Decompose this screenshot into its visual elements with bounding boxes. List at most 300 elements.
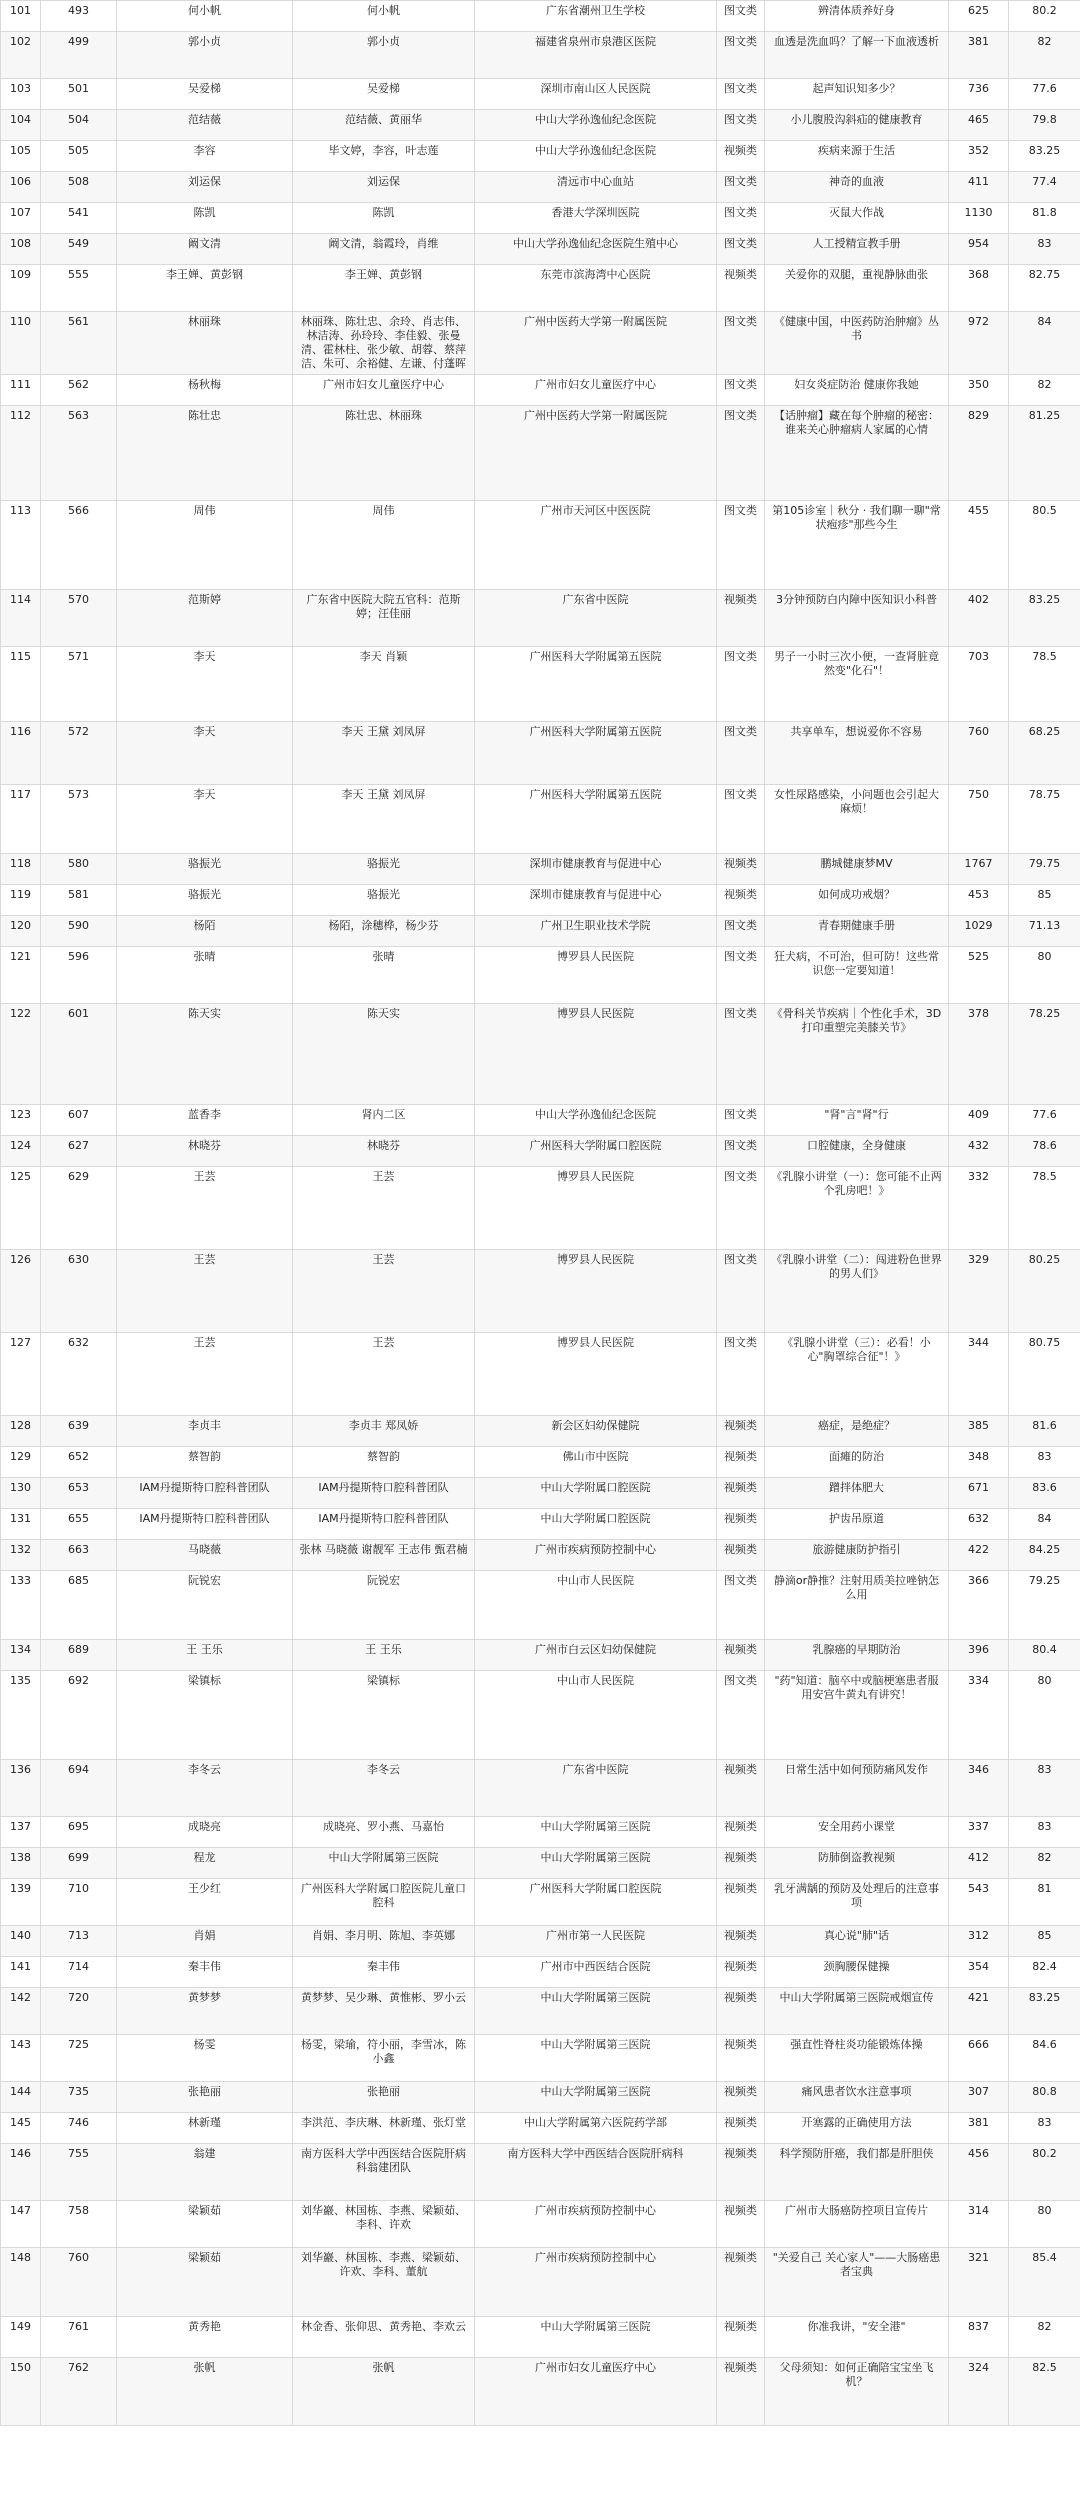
- entry-id-cell: 760: [41, 2248, 117, 2317]
- organization-cell: 博罗县人民医院: [475, 1333, 717, 1416]
- author-cell: 梁颖茹: [117, 2201, 293, 2248]
- organization-cell: 广州医科大学附属第五医院: [475, 785, 717, 854]
- author-cell: 周伟: [117, 501, 293, 590]
- row-number-cell: 138: [1, 1848, 41, 1879]
- team-members-cell: 李冬云: [293, 1760, 475, 1817]
- votes-cell: 829: [949, 406, 1009, 501]
- votes-cell: 385: [949, 1416, 1009, 1447]
- author-cell: 张艳丽: [117, 2082, 293, 2113]
- author-cell: 范斯婷: [117, 590, 293, 647]
- entry-id-cell: 713: [41, 1926, 117, 1957]
- author-cell: 蔡智韵: [117, 1447, 293, 1478]
- score-cell: 78.5: [1009, 647, 1080, 722]
- team-members-cell: 周伟: [293, 501, 475, 590]
- entry-id-cell: 710: [41, 1879, 117, 1926]
- votes-cell: 954: [949, 234, 1009, 265]
- author-cell: 阮锐宏: [117, 1571, 293, 1640]
- title-cell: 第105诊室｜秋分 · 我们聊一聊"常状疱疹"那些今生: [765, 501, 949, 590]
- row-number-cell: 108: [1, 234, 41, 265]
- category-cell: 视频类: [717, 2144, 765, 2201]
- organization-cell: 广州市中西医结合医院: [475, 1957, 717, 1988]
- organization-cell: 广州医科大学附属口腔医院: [475, 1136, 717, 1167]
- row-number-cell: 135: [1, 1671, 41, 1760]
- entry-id-cell: 761: [41, 2317, 117, 2358]
- entry-id-cell: 655: [41, 1509, 117, 1540]
- team-members-cell: 李天 王黛 刘凤屏: [293, 785, 475, 854]
- author-cell: 蓝香李: [117, 1105, 293, 1136]
- team-members-cell: 蔡智韵: [293, 1447, 475, 1478]
- votes-cell: 366: [949, 1571, 1009, 1640]
- category-cell: 图文类: [717, 1250, 765, 1333]
- team-members-cell: 陈凯: [293, 203, 475, 234]
- organization-cell: 广州市第一人民医院: [475, 1926, 717, 1957]
- team-members-cell: 广东省中医院大院五官科：范斯婷；汪佳丽: [293, 590, 475, 647]
- row-number-cell: 144: [1, 2082, 41, 2113]
- title-cell: "关爱自己 关心家人"——大肠癌患者宝典: [765, 2248, 949, 2317]
- entry-id-cell: 685: [41, 1571, 117, 1640]
- author-cell: 林新瑾: [117, 2113, 293, 2144]
- entry-id-cell: 735: [41, 2082, 117, 2113]
- category-cell: 视频类: [717, 1640, 765, 1671]
- team-members-cell: 李贞丰 郑凤娇: [293, 1416, 475, 1447]
- team-members-cell: 张艳丽: [293, 2082, 475, 2113]
- category-cell: 图文类: [717, 1, 765, 32]
- votes-cell: 632: [949, 1509, 1009, 1540]
- votes-cell: 666: [949, 2035, 1009, 2082]
- table-row: [1, 234, 1080, 265]
- score-cell: 83: [1009, 1760, 1080, 1817]
- organization-cell: 香港大学深圳医院: [475, 203, 717, 234]
- score-cell: 80.75: [1009, 1333, 1080, 1416]
- organization-cell: 博罗县人民医院: [475, 1167, 717, 1250]
- votes-cell: 321: [949, 2248, 1009, 2317]
- table-row: [1, 312, 1080, 375]
- author-cell: 马晓薇: [117, 1540, 293, 1571]
- entry-id-cell: 505: [41, 141, 117, 172]
- category-cell: 视频类: [717, 2082, 765, 2113]
- team-members-cell: 毕文婷，李容，叶志莲: [293, 141, 475, 172]
- table-row: [1, 1879, 1080, 1926]
- score-cell: 81.8: [1009, 203, 1080, 234]
- team-members-cell: 黄梦梦、吴少琳、黄惟彬、罗小云: [293, 1988, 475, 2035]
- score-cell: 83: [1009, 1447, 1080, 1478]
- category-cell: 视频类: [717, 1478, 765, 1509]
- team-members-cell: 陈壮忠、林丽珠: [293, 406, 475, 501]
- title-cell: 辨清体质养好身: [765, 1, 949, 32]
- organization-cell: 广州医科大学附属第五医院: [475, 722, 717, 785]
- score-cell: 83.25: [1009, 141, 1080, 172]
- category-cell: 图文类: [717, 406, 765, 501]
- title-cell: 蹭拌体肥大: [765, 1478, 949, 1509]
- organization-cell: 广东省中医院: [475, 1760, 717, 1817]
- row-number-cell: 122: [1, 1004, 41, 1105]
- row-number-cell: 148: [1, 2248, 41, 2317]
- team-members-cell: 刘华巖、林国栋、李燕、梁颖茹、李科、许欢: [293, 2201, 475, 2248]
- title-cell: 你准我讲，"安全港": [765, 2317, 949, 2358]
- entry-id-cell: 689: [41, 1640, 117, 1671]
- table-row: [1, 79, 1080, 110]
- score-cell: 77.4: [1009, 172, 1080, 203]
- entry-id-cell: 555: [41, 265, 117, 312]
- title-cell: 父母须知：如何正确陪宝宝坐飞机？: [765, 2358, 949, 2426]
- author-cell: 黄秀艳: [117, 2317, 293, 2358]
- entry-id-cell: 541: [41, 203, 117, 234]
- row-number-cell: 133: [1, 1571, 41, 1640]
- team-members-cell: 中山大学附属第三医院: [293, 1848, 475, 1879]
- team-members-cell: 王芸: [293, 1333, 475, 1416]
- row-number-cell: 120: [1, 916, 41, 947]
- author-cell: IAM丹提斯特口腔科普团队: [117, 1478, 293, 1509]
- row-number-cell: 140: [1, 1926, 41, 1957]
- organization-cell: 广东省中医院: [475, 590, 717, 647]
- table-row: [1, 1250, 1080, 1333]
- team-members-cell: 骆振光: [293, 854, 475, 885]
- category-cell: 视频类: [717, 1988, 765, 2035]
- table-row: [1, 375, 1080, 406]
- entry-id-cell: 694: [41, 1760, 117, 1817]
- score-cell: 80.2: [1009, 1, 1080, 32]
- team-members-cell: 郭小贞: [293, 32, 475, 79]
- entry-id-cell: 596: [41, 947, 117, 1004]
- organization-cell: 中山大学附属第三医院: [475, 1817, 717, 1848]
- table-row: [1, 590, 1080, 647]
- organization-cell: 广州中医药大学第一附属医院: [475, 312, 717, 375]
- team-members-cell: 何小帆: [293, 1, 475, 32]
- score-cell: 83.25: [1009, 590, 1080, 647]
- author-cell: IAM丹提斯特口腔科普团队: [117, 1509, 293, 1540]
- entry-id-cell: 493: [41, 1, 117, 32]
- category-cell: 图文类: [717, 312, 765, 375]
- team-members-cell: 王芸: [293, 1167, 475, 1250]
- title-cell: 旅游健康防护指引: [765, 1540, 949, 1571]
- votes-cell: 346: [949, 1760, 1009, 1817]
- score-cell: 68.25: [1009, 722, 1080, 785]
- row-number-cell: 119: [1, 885, 41, 916]
- organization-cell: 广州市疾病预防控制中心: [475, 2201, 717, 2248]
- entry-id-cell: 630: [41, 1250, 117, 1333]
- organization-cell: 广州中医药大学第一附属医院: [475, 406, 717, 501]
- title-cell: 开塞露的正确使用方法: [765, 2113, 949, 2144]
- votes-cell: 378: [949, 1004, 1009, 1105]
- score-cell: 78.6: [1009, 1136, 1080, 1167]
- row-number-cell: 101: [1, 1, 41, 32]
- team-members-cell: 李天 王黛 刘凤屏: [293, 722, 475, 785]
- title-cell: 癌症，是绝症？: [765, 1416, 949, 1447]
- table-row: [1, 1760, 1080, 1817]
- category-cell: 视频类: [717, 1957, 765, 1988]
- votes-cell: 671: [949, 1478, 1009, 1509]
- organization-cell: 中山大学孙逸仙纪念医院: [475, 1105, 717, 1136]
- entry-id-cell: 627: [41, 1136, 117, 1167]
- title-cell: 面瘫的防治: [765, 1447, 949, 1478]
- organization-cell: 清远市中心血站: [475, 172, 717, 203]
- category-cell: 图文类: [717, 785, 765, 854]
- organization-cell: 广州卫生职业技术学院: [475, 916, 717, 947]
- table-row: [1, 2358, 1080, 2426]
- category-cell: 图文类: [717, 1004, 765, 1105]
- entry-id-cell: 699: [41, 1848, 117, 1879]
- author-cell: 阚文清: [117, 234, 293, 265]
- votes-cell: 324: [949, 2358, 1009, 2426]
- table-row: [1, 1540, 1080, 1571]
- category-cell: 视频类: [717, 1540, 765, 1571]
- entry-id-cell: 504: [41, 110, 117, 141]
- table-row: [1, 1167, 1080, 1250]
- votes-cell: 334: [949, 1671, 1009, 1760]
- category-cell: 图文类: [717, 110, 765, 141]
- author-cell: 翁建: [117, 2144, 293, 2201]
- category-cell: 视频类: [717, 2358, 765, 2426]
- category-cell: 视频类: [717, 2113, 765, 2144]
- team-members-cell: 阮锐宏: [293, 1571, 475, 1640]
- team-members-cell: 陈天实: [293, 1004, 475, 1105]
- entry-id-cell: 508: [41, 172, 117, 203]
- entry-id-cell: 607: [41, 1105, 117, 1136]
- category-cell: 视频类: [717, 1817, 765, 1848]
- title-cell: 中山大学附属第三医院戒烟宣传: [765, 1988, 949, 2035]
- score-cell: 80: [1009, 1671, 1080, 1760]
- entry-id-cell: 725: [41, 2035, 117, 2082]
- organization-cell: 广州市妇女儿童医疗中心: [475, 375, 717, 406]
- title-cell: 人工授精宣教手册: [765, 234, 949, 265]
- votes-cell: 750: [949, 785, 1009, 854]
- author-cell: 刘运保: [117, 172, 293, 203]
- score-cell: 80.25: [1009, 1250, 1080, 1333]
- organization-cell: 中山大学附属第三医院: [475, 2082, 717, 2113]
- title-cell: 狂犬病，不可治，但可防！这些常识您一定要知道！: [765, 947, 949, 1004]
- author-cell: 李天: [117, 647, 293, 722]
- entry-id-cell: 601: [41, 1004, 117, 1105]
- entry-id-cell: 652: [41, 1447, 117, 1478]
- votes-cell: 703: [949, 647, 1009, 722]
- category-cell: 视频类: [717, 2201, 765, 2248]
- votes-cell: 337: [949, 1817, 1009, 1848]
- score-cell: 84.6: [1009, 2035, 1080, 2082]
- row-number-cell: 114: [1, 590, 41, 647]
- author-cell: 梁颖茹: [117, 2248, 293, 2317]
- row-number-cell: 131: [1, 1509, 41, 1540]
- entry-id-cell: 581: [41, 885, 117, 916]
- team-members-cell: 杨陌，涂穗桦，杨少芬: [293, 916, 475, 947]
- table-row: [1, 32, 1080, 79]
- title-cell: 《乳腺小讲堂（一）：您可能不止两个乳房吧！》: [765, 1167, 949, 1250]
- category-cell: 视频类: [717, 1447, 765, 1478]
- table-row: [1, 785, 1080, 854]
- row-number-cell: 129: [1, 1447, 41, 1478]
- author-cell: 郭小贞: [117, 32, 293, 79]
- score-cell: 85: [1009, 1926, 1080, 1957]
- row-number-cell: 115: [1, 647, 41, 722]
- category-cell: 图文类: [717, 1333, 765, 1416]
- author-cell: 李容: [117, 141, 293, 172]
- table-row: [1, 1817, 1080, 1848]
- category-cell: 视频类: [717, 885, 765, 916]
- table-body: [1, 1, 1080, 2426]
- author-cell: 杨陌: [117, 916, 293, 947]
- category-cell: 图文类: [717, 172, 765, 203]
- votes-cell: 352: [949, 141, 1009, 172]
- team-members-cell: 肾内二区: [293, 1105, 475, 1136]
- votes-cell: 396: [949, 1640, 1009, 1671]
- category-cell: 视频类: [717, 1760, 765, 1817]
- team-members-cell: IAM丹提斯特口腔科普团队: [293, 1509, 475, 1540]
- author-cell: 成晓亮: [117, 1817, 293, 1848]
- row-number-cell: 142: [1, 1988, 41, 2035]
- table-row: [1, 2035, 1080, 2082]
- author-cell: 张帆: [117, 2358, 293, 2426]
- entry-id-cell: 639: [41, 1416, 117, 1447]
- organization-cell: 中山大学附属第三医院: [475, 2317, 717, 2358]
- author-cell: 王 王乐: [117, 1640, 293, 1671]
- table-row: [1, 1136, 1080, 1167]
- entry-id-cell: 561: [41, 312, 117, 375]
- author-cell: 李贞丰: [117, 1416, 293, 1447]
- category-cell: 图文类: [717, 1105, 765, 1136]
- score-cell: 85: [1009, 885, 1080, 916]
- author-cell: 秦丰伟: [117, 1957, 293, 1988]
- organization-cell: 中山大学附属口腔医院: [475, 1478, 717, 1509]
- score-cell: 85.4: [1009, 2248, 1080, 2317]
- table-row: [1, 1671, 1080, 1760]
- category-cell: 视频类: [717, 2317, 765, 2358]
- organization-cell: 广州市天河区中医医院: [475, 501, 717, 590]
- author-cell: 程龙: [117, 1848, 293, 1879]
- organization-cell: 中山大学附属第三医院: [475, 1988, 717, 2035]
- votes-cell: 381: [949, 2113, 1009, 2144]
- score-cell: 81: [1009, 1879, 1080, 1926]
- votes-cell: 1767: [949, 854, 1009, 885]
- entry-id-cell: 549: [41, 234, 117, 265]
- title-cell: 《骨科关节疾病｜个性化手术，3D打印重塑完美膝关节》: [765, 1004, 949, 1105]
- title-cell: 防肺倒盗教视频: [765, 1848, 949, 1879]
- votes-cell: 412: [949, 1848, 1009, 1879]
- title-cell: 神奇的血液: [765, 172, 949, 203]
- title-cell: 乳牙满龋的预防及处理后的注意事项: [765, 1879, 949, 1926]
- entry-id-cell: 570: [41, 590, 117, 647]
- organization-cell: 中山市人民医院: [475, 1571, 717, 1640]
- title-cell: 广州市大肠癌防控项目宣传片: [765, 2201, 949, 2248]
- table-row: [1, 722, 1080, 785]
- entry-id-cell: 590: [41, 916, 117, 947]
- title-cell: 妇女炎症防治 健康你我她: [765, 375, 949, 406]
- table-row: [1, 647, 1080, 722]
- table-row: [1, 1988, 1080, 2035]
- entry-id-cell: 762: [41, 2358, 117, 2426]
- category-cell: 视频类: [717, 1416, 765, 1447]
- organization-cell: 广州医科大学附属第五医院: [475, 647, 717, 722]
- entry-id-cell: 758: [41, 2201, 117, 2248]
- table-row: [1, 2317, 1080, 2358]
- organization-cell: 深圳市健康教育与促进中心: [475, 854, 717, 885]
- score-cell: 78.25: [1009, 1004, 1080, 1105]
- entry-id-cell: 629: [41, 1167, 117, 1250]
- title-cell: 强直性脊柱炎功能锻炼体操: [765, 2035, 949, 2082]
- category-cell: 图文类: [717, 947, 765, 1004]
- author-cell: 杨秋梅: [117, 375, 293, 406]
- organization-cell: 深圳市健康教育与促进中心: [475, 885, 717, 916]
- score-cell: 83.6: [1009, 1478, 1080, 1509]
- table-row: [1, 406, 1080, 501]
- organization-cell: 广州医科大学附属口腔医院: [475, 1879, 717, 1926]
- entry-id-cell: 572: [41, 722, 117, 785]
- score-cell: 79.8: [1009, 110, 1080, 141]
- organization-cell: 深圳市南山区人民医院: [475, 79, 717, 110]
- score-cell: 80.4: [1009, 1640, 1080, 1671]
- title-cell: 血透是洗血吗？了解一下血液透析: [765, 32, 949, 79]
- row-number-cell: 104: [1, 110, 41, 141]
- title-cell: "药"知道：脑卒中或脑梗塞患者服用安宫牛黄丸有讲究！: [765, 1671, 949, 1760]
- team-members-cell: 李王婵、黄彭钢: [293, 265, 475, 312]
- table-row: [1, 1, 1080, 32]
- row-number-cell: 139: [1, 1879, 41, 1926]
- organization-cell: 东莞市滨海湾中心医院: [475, 265, 717, 312]
- author-cell: 杨雯: [117, 2035, 293, 2082]
- votes-cell: 456: [949, 2144, 1009, 2201]
- category-cell: 图文类: [717, 203, 765, 234]
- organization-cell: 中山大学附属第三医院: [475, 2035, 717, 2082]
- team-members-cell: 张林 马晓薇 谢靓军 王志伟 甄君楠: [293, 1540, 475, 1571]
- table-row: [1, 1926, 1080, 1957]
- score-cell: 82: [1009, 32, 1080, 79]
- row-number-cell: 149: [1, 2317, 41, 2358]
- row-number-cell: 137: [1, 1817, 41, 1848]
- organization-cell: 中山大学附属第三医院: [475, 1848, 717, 1879]
- organization-cell: 中山大学孙逸仙纪念医院: [475, 110, 717, 141]
- row-number-cell: 147: [1, 2201, 41, 2248]
- votes-cell: 368: [949, 265, 1009, 312]
- row-number-cell: 116: [1, 722, 41, 785]
- score-cell: 83: [1009, 234, 1080, 265]
- row-number-cell: 106: [1, 172, 41, 203]
- author-cell: 李天: [117, 785, 293, 854]
- author-cell: 张晴: [117, 947, 293, 1004]
- score-cell: 80.2: [1009, 2144, 1080, 2201]
- row-number-cell: 118: [1, 854, 41, 885]
- row-number-cell: 111: [1, 375, 41, 406]
- organization-cell: 广东省潮州卫生学校: [475, 1, 717, 32]
- row-number-cell: 130: [1, 1478, 41, 1509]
- author-cell: 陈壮忠: [117, 406, 293, 501]
- row-number-cell: 143: [1, 2035, 41, 2082]
- title-cell: 3分钟预防白内障中医知识小科普: [765, 590, 949, 647]
- table-row: [1, 2201, 1080, 2248]
- category-cell: 图文类: [717, 1167, 765, 1250]
- entry-id-cell: 566: [41, 501, 117, 590]
- row-number-cell: 136: [1, 1760, 41, 1817]
- title-cell: 《健康中国，中医药防治肿瘤》丛书: [765, 312, 949, 375]
- author-cell: 王芸: [117, 1167, 293, 1250]
- team-members-cell: 范结薇、黄丽华: [293, 110, 475, 141]
- entry-id-cell: 573: [41, 785, 117, 854]
- entry-id-cell: 746: [41, 2113, 117, 2144]
- votes-cell: 354: [949, 1957, 1009, 1988]
- category-cell: 视频类: [717, 1879, 765, 1926]
- entry-id-cell: 632: [41, 1333, 117, 1416]
- team-members-cell: 林丽珠、陈壮忠、余玲、肖志伟、林洁涛、孙玲玲、李佳毅、张曼清、霍林柱、张少敏、胡蓉、蔡萍洁、朱可、余裕健、左谦、付蓬晖: [293, 312, 475, 375]
- category-cell: 视频类: [717, 1509, 765, 1540]
- row-number-cell: 125: [1, 1167, 41, 1250]
- table-row: [1, 1571, 1080, 1640]
- votes-cell: 411: [949, 172, 1009, 203]
- votes-cell: 525: [949, 947, 1009, 1004]
- organization-cell: 中山大学附属第六医院药学部: [475, 2113, 717, 2144]
- table-row: [1, 1640, 1080, 1671]
- title-cell: 日常生活中如何预防痛风发作: [765, 1760, 949, 1817]
- team-members-cell: 吴爱梯: [293, 79, 475, 110]
- author-cell: 陈凯: [117, 203, 293, 234]
- team-members-cell: 肖娟、李月明、陈旭、李英娜: [293, 1926, 475, 1957]
- entry-id-cell: 692: [41, 1671, 117, 1760]
